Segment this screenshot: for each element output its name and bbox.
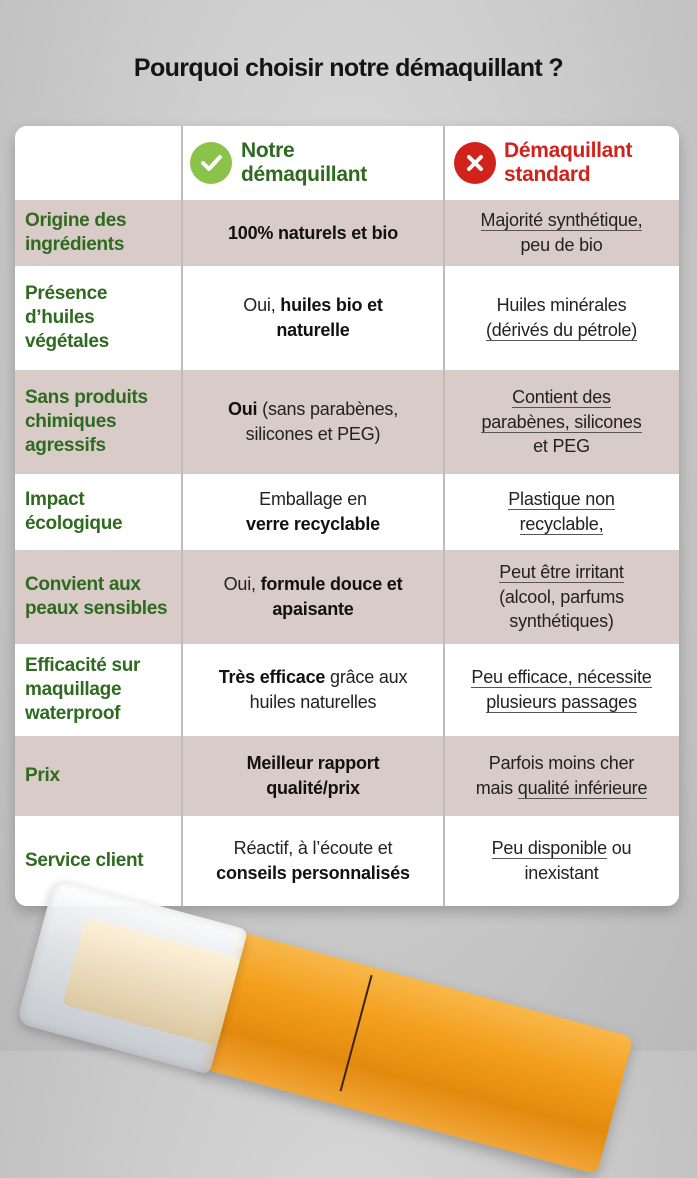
- comparison-table: [15, 126, 679, 906]
- table-row: [15, 644, 679, 736]
- column-divider: [181, 126, 183, 906]
- table-row: [15, 816, 679, 906]
- column-divider: [443, 126, 445, 906]
- cross-icon: [454, 142, 496, 184]
- row-standard-cell: Contient des parabènes, silicones et PEG: [481, 386, 642, 457]
- row-criterion: Service client: [25, 850, 144, 872]
- header-ours-line1: Notre: [241, 139, 295, 163]
- table-row: [15, 200, 679, 266]
- row-ours-cell: Oui, formule douce et apaisante: [223, 574, 403, 619]
- row-standard-cell: Majorité synthétique, peu de bio: [480, 210, 643, 255]
- row-ours-cell: Emballage en verre recyclable: [246, 489, 380, 534]
- row-criterion: Origine des ingrédients: [25, 210, 127, 255]
- page-title: Pourquoi choisir notre démaquillant ?: [133, 54, 564, 82]
- check-icon: [190, 142, 232, 184]
- row-criterion: Convient aux peaux sensibles: [25, 574, 168, 619]
- row-criterion: Prix: [25, 765, 60, 787]
- table-row: [15, 370, 679, 474]
- row-standard-cell: Parfois moins cher mais qualité inférieure: [475, 753, 648, 798]
- row-criterion: Impact écologique: [25, 489, 123, 534]
- row-criterion: Efficacité sur maquillage waterproof: [25, 655, 141, 724]
- header-standard-line2: standard: [504, 163, 591, 186]
- row-criterion: Présence d’huiles végétales: [25, 283, 109, 352]
- table-row: [15, 550, 679, 644]
- row-criterion: Sans produits chimiques agressifs: [25, 387, 148, 456]
- header-ours: [190, 126, 452, 200]
- row-standard-cell: Peu efficace, nécessite plusieurs passages: [471, 667, 652, 712]
- row-standard-cell: Plastique non recyclable,: [508, 489, 615, 534]
- header-standard-line1: Démaquillant: [504, 139, 633, 163]
- table-row: [15, 474, 679, 550]
- row-ours-cell: Meilleur rapport qualité/prix: [246, 753, 380, 798]
- row-ours-cell: 100% naturels et bio: [227, 222, 399, 243]
- row-ours-cell: Réactif, à l’écoute et conseils personnalisés: [216, 838, 410, 883]
- header-standard: [452, 126, 679, 200]
- row-standard-cell: Peut être irritant (alcool, parfums synthétiques): [499, 561, 624, 632]
- header-ours-line2: démaquillant: [241, 163, 367, 186]
- table-row: [15, 736, 679, 816]
- row-standard-cell: Peu disponible ou inexistant: [491, 838, 632, 883]
- row-standard-cell: Huiles minérales (dérivés du pétrole): [485, 295, 638, 340]
- row-ours-cell: Très efficace grâce aux huiles naturelles: [218, 667, 408, 712]
- table-row: [15, 266, 679, 370]
- product-bottle-image: [16, 878, 634, 1178]
- row-ours-cell: Oui (sans parabènes, silicones et PEG): [227, 399, 399, 444]
- row-ours-cell: Oui, huiles bio et naturelle: [243, 295, 383, 340]
